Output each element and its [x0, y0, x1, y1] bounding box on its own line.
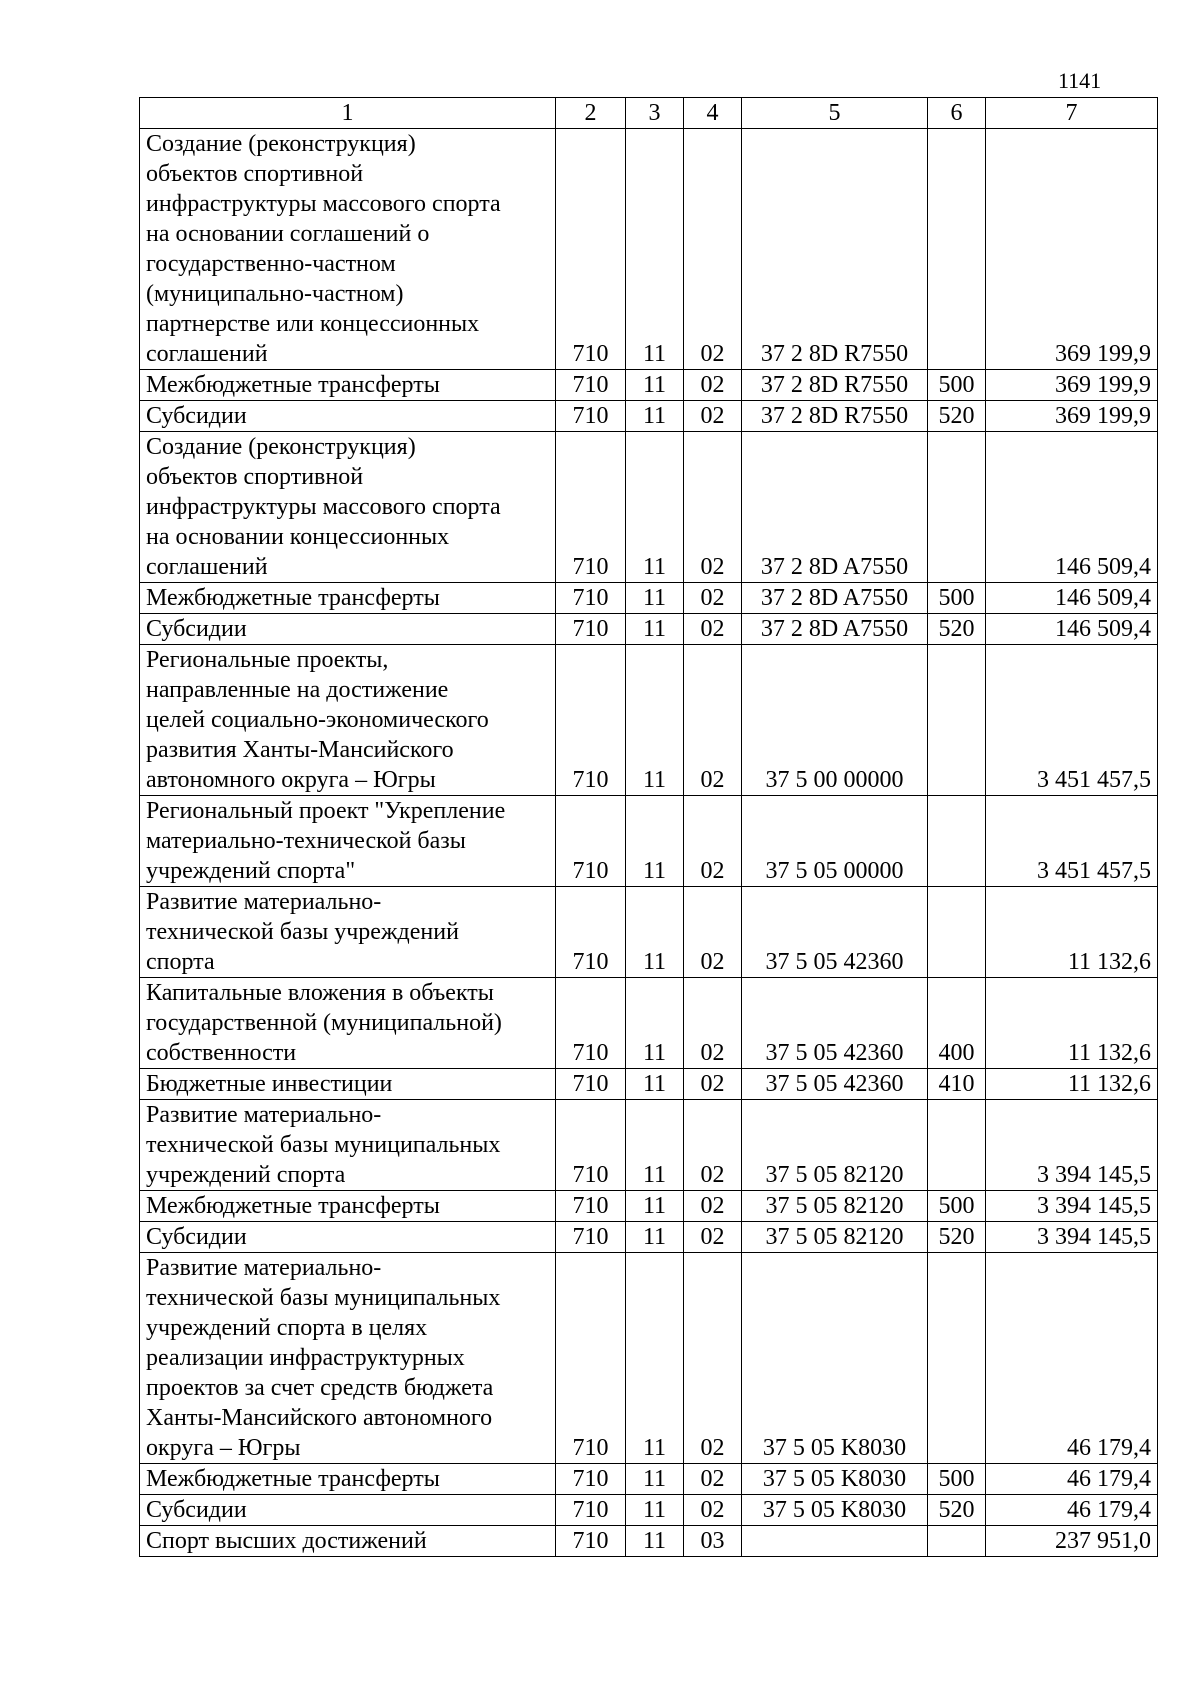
row-code-2: 710	[556, 129, 626, 370]
row-name: Создание (реконструкция) объектов спортивной инфраструктуры массового спорта на основании соглашений о государственно-частном (муниципально-частном) партнерстве или концессионных соглашений	[140, 129, 556, 370]
row-code-5: 37 2 8D R7550	[742, 370, 928, 401]
row-code-6: 500	[928, 1464, 986, 1495]
row-code-3: 11	[626, 129, 684, 370]
row-amount: 3 451 457,5	[986, 645, 1158, 796]
row-code-6: 520	[928, 401, 986, 432]
row-code-5	[742, 1526, 928, 1557]
row-code-6: 500	[928, 1191, 986, 1222]
header-col-2: 2	[556, 98, 626, 129]
row-code-2: 710	[556, 370, 626, 401]
row-code-2: 710	[556, 583, 626, 614]
row-amount: 146 509,4	[986, 614, 1158, 645]
row-name: Развитие материально- технической базы муниципальных учреждений спорта	[140, 1100, 556, 1191]
row-code-5: 37 5 05 82120	[742, 1191, 928, 1222]
row-code-6: 520	[928, 614, 986, 645]
row-name: Межбюджетные трансферты	[140, 370, 556, 401]
row-amount: 11 132,6	[986, 887, 1158, 978]
table-row	[140, 432, 1158, 583]
row-name: Субсидии	[140, 614, 556, 645]
row-code-5: 37 5 05 00000	[742, 796, 928, 887]
row-amount: 3 394 145,5	[986, 1191, 1158, 1222]
row-code-3: 11	[626, 1100, 684, 1191]
row-name: Субсидии	[140, 401, 556, 432]
row-code-5: 37 5 05 82120	[742, 1100, 928, 1191]
row-amount: 11 132,6	[986, 978, 1158, 1069]
row-amount: 3 394 145,5	[986, 1222, 1158, 1253]
row-code-2: 710	[556, 887, 626, 978]
row-code-4: 02	[684, 796, 742, 887]
table-row	[140, 887, 1158, 978]
row-code-2: 710	[556, 1191, 626, 1222]
table-row	[140, 1222, 1158, 1253]
row-code-6	[928, 129, 986, 370]
row-code-3: 11	[626, 1069, 684, 1100]
table-row	[140, 1100, 1158, 1191]
row-code-5: 37 2 8D A7550	[742, 583, 928, 614]
row-code-3: 11	[626, 887, 684, 978]
row-code-6	[928, 432, 986, 583]
row-code-4: 02	[684, 129, 742, 370]
row-code-5: 37 2 8D A7550	[742, 614, 928, 645]
row-name: Бюджетные инвестиции	[140, 1069, 556, 1100]
row-code-4: 03	[684, 1526, 742, 1557]
row-code-2: 710	[556, 1069, 626, 1100]
row-code-2: 710	[556, 1495, 626, 1526]
budget-table	[139, 97, 1158, 1557]
row-code-3: 11	[626, 1222, 684, 1253]
table-row	[140, 1069, 1158, 1100]
row-code-4: 02	[684, 887, 742, 978]
header-col-3: 3	[626, 98, 684, 129]
header-col-4: 4	[684, 98, 742, 129]
row-amount: 146 509,4	[986, 432, 1158, 583]
row-name: Региональные проекты, направленные на достижение целей социально-экономического развития Ханты-Мансийского автономного округа – Югры	[140, 645, 556, 796]
row-code-4: 02	[684, 978, 742, 1069]
row-code-4: 02	[684, 583, 742, 614]
row-code-4: 02	[684, 432, 742, 583]
row-code-4: 02	[684, 1495, 742, 1526]
row-code-6: 520	[928, 1222, 986, 1253]
table-row	[140, 129, 1158, 370]
row-name: Спорт высших достижений	[140, 1526, 556, 1557]
header-col-5: 5	[742, 98, 928, 129]
row-amount: 146 509,4	[986, 583, 1158, 614]
row-code-3: 11	[626, 1253, 684, 1464]
table-row	[140, 645, 1158, 796]
row-code-3: 11	[626, 796, 684, 887]
row-code-4: 02	[684, 1191, 742, 1222]
table-row	[140, 978, 1158, 1069]
row-code-2: 710	[556, 1253, 626, 1464]
row-code-3: 11	[626, 1495, 684, 1526]
row-code-4: 02	[684, 1069, 742, 1100]
row-code-4: 02	[684, 645, 742, 796]
row-code-4: 02	[684, 1100, 742, 1191]
row-code-5: 37 5 05 42360	[742, 978, 928, 1069]
row-name: Развитие материально- технической базы муниципальных учреждений спорта в целях реализации инфраструктурных проектов за счет средств бюджета Ханты-Мансийского автономного округа – Югры	[140, 1253, 556, 1464]
row-amount: 3 451 457,5	[986, 796, 1158, 887]
row-code-6: 520	[928, 1495, 986, 1526]
row-name: Межбюджетные трансферты	[140, 583, 556, 614]
row-amount: 369 199,9	[986, 401, 1158, 432]
row-code-2: 710	[556, 978, 626, 1069]
row-code-6	[928, 887, 986, 978]
row-amount: 369 199,9	[986, 129, 1158, 370]
table-row	[140, 401, 1158, 432]
row-name: Капитальные вложения в объекты государственной (муниципальной) собственности	[140, 978, 556, 1069]
table-row	[140, 1495, 1158, 1526]
row-code-5: 37 5 05 K8030	[742, 1495, 928, 1526]
table-row	[140, 583, 1158, 614]
row-code-4: 02	[684, 370, 742, 401]
table-row	[140, 1464, 1158, 1495]
row-amount: 3 394 145,5	[986, 1100, 1158, 1191]
row-code-6	[928, 1253, 986, 1464]
row-code-2: 710	[556, 1464, 626, 1495]
row-code-4: 02	[684, 1464, 742, 1495]
row-code-3: 11	[626, 370, 684, 401]
page-number: 1141	[1058, 68, 1102, 93]
table-row	[140, 796, 1158, 887]
row-code-3: 11	[626, 432, 684, 583]
row-code-5: 37 5 05 K8030	[742, 1253, 928, 1464]
header-row	[140, 98, 1158, 129]
row-amount: 46 179,4	[986, 1495, 1158, 1526]
row-code-2: 710	[556, 614, 626, 645]
header-col-7: 7	[986, 98, 1158, 129]
row-code-6: 410	[928, 1069, 986, 1100]
row-code-5: 37 5 05 K8030	[742, 1464, 928, 1495]
table-row	[140, 370, 1158, 401]
row-code-2: 710	[556, 1526, 626, 1557]
row-amount: 46 179,4	[986, 1464, 1158, 1495]
row-code-5: 37 2 8D R7550	[742, 401, 928, 432]
row-name: Межбюджетные трансферты	[140, 1191, 556, 1222]
table-row	[140, 614, 1158, 645]
row-code-4: 02	[684, 614, 742, 645]
row-code-6	[928, 796, 986, 887]
row-code-3: 11	[626, 1191, 684, 1222]
row-code-5: 37 5 05 82120	[742, 1222, 928, 1253]
table-row	[140, 1191, 1158, 1222]
row-code-3: 11	[626, 401, 684, 432]
header-col-1: 1	[140, 98, 556, 129]
row-amount: 11 132,6	[986, 1069, 1158, 1100]
table-row	[140, 1253, 1158, 1464]
row-code-3: 11	[626, 645, 684, 796]
row-name: Региональный проект "Укрепление материально-технической базы учреждений спорта"	[140, 796, 556, 887]
row-code-2: 710	[556, 1100, 626, 1191]
row-code-3: 11	[626, 978, 684, 1069]
row-name: Создание (реконструкция) объектов спортивной инфраструктуры массового спорта на основании концессионных соглашений	[140, 432, 556, 583]
row-code-6: 400	[928, 978, 986, 1069]
row-code-4: 02	[684, 1253, 742, 1464]
row-code-6	[928, 645, 986, 796]
row-code-2: 710	[556, 401, 626, 432]
row-code-2: 710	[556, 432, 626, 583]
row-amount: 369 199,9	[986, 370, 1158, 401]
row-code-5: 37 5 05 42360	[742, 1069, 928, 1100]
row-code-6: 500	[928, 370, 986, 401]
row-name: Субсидии	[140, 1222, 556, 1253]
row-amount: 46 179,4	[986, 1253, 1158, 1464]
row-code-6	[928, 1100, 986, 1191]
row-code-3: 11	[626, 1526, 684, 1557]
row-code-6: 500	[928, 583, 986, 614]
row-code-3: 11	[626, 583, 684, 614]
row-amount: 237 951,0	[986, 1526, 1158, 1557]
row-name: Межбюджетные трансферты	[140, 1464, 556, 1495]
row-name: Субсидии	[140, 1495, 556, 1526]
row-code-2: 710	[556, 1222, 626, 1253]
row-code-6	[928, 1526, 986, 1557]
row-code-4: 02	[684, 401, 742, 432]
row-code-2: 710	[556, 645, 626, 796]
header-col-6: 6	[928, 98, 986, 129]
row-code-5: 37 2 8D A7550	[742, 432, 928, 583]
row-code-3: 11	[626, 614, 684, 645]
row-code-2: 710	[556, 796, 626, 887]
row-code-3: 11	[626, 1464, 684, 1495]
row-code-5: 37 2 8D R7550	[742, 129, 928, 370]
row-code-5: 37 5 05 42360	[742, 887, 928, 978]
row-name: Развитие материально- технической базы учреждений спорта	[140, 887, 556, 978]
table-row	[140, 1526, 1158, 1557]
row-code-5: 37 5 00 00000	[742, 645, 928, 796]
row-code-4: 02	[684, 1222, 742, 1253]
